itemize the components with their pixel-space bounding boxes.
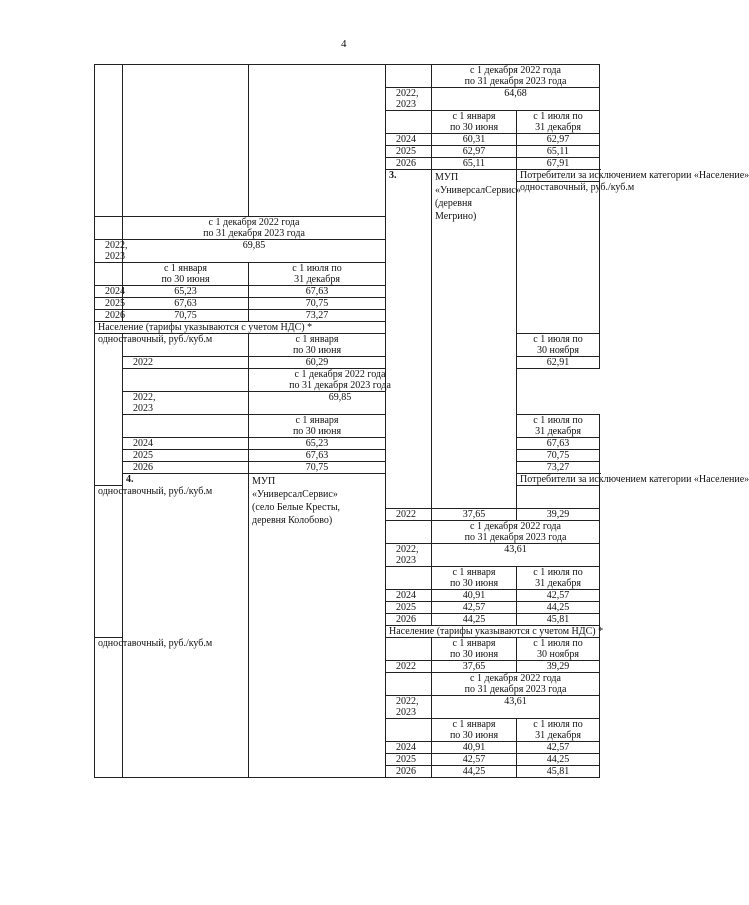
tariff-value (517, 134, 600, 146)
cell-text: 73,27 (546, 462, 570, 473)
cell-text: 2024 (396, 134, 416, 145)
cell-text: 37,65 (462, 661, 486, 672)
consumer-category (517, 474, 749, 486)
tariff-value (123, 286, 249, 298)
cell-text: 44,25 (546, 602, 570, 613)
cell-text: 2023 (396, 99, 416, 110)
section-number (123, 474, 249, 778)
table-row (95, 474, 600, 486)
year-cell (386, 696, 432, 719)
period-header (517, 567, 600, 590)
cell-text: 65,23 (174, 286, 197, 297)
organization-name (432, 170, 521, 509)
cell-text: с 1 декабря 2022 года (470, 673, 561, 684)
page-number: 4 (341, 38, 347, 50)
tariff-value (517, 438, 600, 450)
period-header (517, 111, 600, 134)
tariff-value (517, 357, 600, 369)
period-header (249, 415, 386, 438)
cell-text: 31 декабря (535, 730, 581, 741)
tariff-value (517, 766, 600, 778)
cell-text: 62,97 (546, 134, 570, 145)
year-cell (386, 521, 432, 544)
cell-text: 2023 (396, 707, 416, 718)
year-cell (123, 462, 249, 474)
org-cell (123, 65, 249, 217)
table-row (95, 357, 600, 369)
year-cell (123, 357, 249, 369)
cell-text: 45,81 (546, 614, 570, 625)
cell-text: 70,75 (305, 462, 329, 473)
cell-text: (деревня Мегрино) (435, 198, 477, 222)
cell-text: одноставочный, руб./куб.м (98, 638, 213, 649)
cell-text: 40,91 (462, 742, 486, 753)
year-cell (386, 754, 432, 766)
year-cell (123, 369, 249, 392)
tariff-value (432, 661, 517, 673)
tariff-value (432, 590, 517, 602)
tariff-cell (249, 65, 386, 217)
cell-text: 64,68 (504, 88, 527, 99)
tariff-value (432, 146, 517, 158)
tariff-table (94, 64, 749, 778)
year-cell (517, 486, 600, 509)
cell-text: 70,75 (546, 450, 570, 461)
period-header (249, 334, 386, 357)
cell-text: с 1 января (452, 111, 496, 122)
year-cell (386, 614, 432, 626)
tariff-value (249, 286, 386, 298)
tariff-value (432, 602, 517, 614)
table-row (95, 415, 600, 438)
cell-text: с 1 января (452, 638, 496, 649)
tariff-value (432, 696, 600, 719)
year-cell (386, 673, 432, 696)
cell-text: по 30 июня (161, 274, 210, 285)
period-range (249, 369, 432, 392)
tariff-value (432, 134, 517, 146)
period-header (517, 415, 600, 438)
cell-text: с 1 января (452, 719, 496, 730)
cell-text: МУП (435, 172, 459, 183)
year-cell (386, 567, 432, 590)
cell-text: по 31 декабря 2023 года (464, 532, 567, 543)
year-cell (123, 392, 249, 415)
year-cell (386, 544, 432, 567)
period-header (432, 638, 517, 661)
tariff-value (249, 392, 432, 415)
period-range (432, 521, 600, 544)
cell-text: 2025 (396, 754, 416, 765)
cell-text: 2022, (396, 544, 419, 555)
cell-text: с 1 июля по (533, 567, 583, 578)
table-row (95, 369, 600, 392)
tariff-value (517, 661, 600, 673)
cell-text: 2026 (396, 766, 416, 777)
year-cell (95, 298, 123, 310)
cell-text: 2024 (396, 742, 416, 753)
tariff-value (432, 766, 517, 778)
tariff-type (517, 182, 635, 334)
number-cell (95, 65, 123, 217)
cell-text: 73,27 (305, 310, 329, 321)
cell-text: 65,11 (462, 158, 486, 169)
tariff-value (432, 614, 517, 626)
year-cell (386, 602, 432, 614)
tariff-value (123, 240, 386, 263)
tariff-value (249, 438, 386, 450)
cell-text: 40,91 (462, 590, 486, 601)
tariff-value (249, 462, 386, 474)
table-row (95, 438, 600, 450)
tariff-value (517, 509, 600, 521)
consumer-category (386, 626, 604, 638)
tariff-value (517, 146, 600, 158)
cell-text: 2022, (105, 240, 128, 251)
year-cell (95, 263, 123, 286)
period-header (517, 719, 600, 742)
cell-text: 2025 (133, 450, 153, 461)
cell-text: 39,29 (546, 661, 570, 672)
cell-text: 42,57 (546, 742, 570, 753)
tariff-type (95, 638, 213, 778)
cell-text: 60,31 (462, 134, 486, 145)
cell-text: 2026 (396, 158, 416, 169)
tariff-value (517, 590, 600, 602)
cell-text: 4. (126, 474, 134, 485)
cell-text: 2026 (396, 614, 416, 625)
cell-text: Население (тарифы указываются с учетом НДС) * (98, 322, 313, 333)
year-cell (386, 509, 432, 521)
cell-text: 44,25 (462, 614, 486, 625)
cell-text: с 1 июля по (533, 334, 583, 345)
cell-text: 30 ноября (537, 345, 579, 356)
cell-text: 2026 (133, 462, 153, 473)
cell-text: (село Белые Кресты, (252, 502, 341, 513)
cell-text: с 1 июля по (292, 263, 342, 274)
cell-text: с 1 января (295, 334, 339, 345)
tariff-value (432, 509, 517, 521)
tariff-value (432, 88, 600, 111)
cell-text: по 31 декабря 2023 года (464, 684, 567, 695)
cell-text: с 1 января (452, 567, 496, 578)
cell-text: 62,91 (546, 357, 570, 368)
year-cell (95, 217, 123, 240)
tariff-type (95, 486, 213, 638)
cell-text: по 30 июня (449, 649, 499, 660)
tariff-value (517, 158, 600, 170)
cell-text: с 1 декабря 2022 года (470, 521, 561, 532)
cell-text: 2025 (396, 602, 416, 613)
tariff-value (249, 450, 386, 462)
cell-text: 2024 (105, 286, 125, 297)
tariff-value (432, 544, 600, 567)
tariff-value (249, 298, 386, 310)
cell-text: с 1 декабря 2022 года (208, 217, 300, 228)
period-header (432, 111, 517, 134)
tariff-value (517, 462, 600, 474)
cell-text: 65,11 (546, 146, 570, 157)
cell-text: 42,57 (546, 590, 570, 601)
tariff-value (249, 357, 386, 369)
year-cell (95, 286, 123, 298)
cell-text: с 1 июля по (533, 111, 583, 122)
year-cell (386, 146, 432, 158)
cell-text: МУП (252, 476, 276, 487)
cell-text: с 1 января (163, 263, 208, 274)
cell-text: Потребители за исключением категории «Население» (520, 474, 749, 485)
cell-text: по 30 июня (449, 122, 499, 133)
cell-text: 2024 (396, 590, 416, 601)
cell-text: 42,57 (462, 754, 486, 765)
table-row (95, 334, 600, 357)
year-cell (123, 450, 249, 462)
cell-text: «УниверсалСервис» (252, 489, 338, 500)
cell-text: 2022 (133, 357, 153, 368)
cell-text: 2025 (396, 146, 416, 157)
year-cell (123, 438, 249, 450)
period-range (432, 673, 600, 696)
cell-text: 44,25 (462, 766, 486, 777)
cell-text: 70,75 (174, 310, 197, 321)
cell-text: 31 декабря (535, 578, 581, 589)
cell-text: по 31 декабря 2023 года (464, 76, 567, 87)
cell-text: 2023 (396, 555, 416, 566)
cell-text: 2022, (133, 392, 156, 403)
period-header (432, 567, 517, 590)
cell-text: 31 декабря (294, 274, 340, 285)
tariff-value (432, 754, 517, 766)
cell-text: 39,29 (546, 509, 570, 520)
cell-text: 2022 (396, 509, 416, 520)
consumer-category (95, 322, 432, 334)
cell-text: с 1 января (295, 415, 339, 426)
year-cell (123, 415, 249, 438)
cell-text: 2024 (133, 438, 153, 449)
cell-text: с 1 июля по (533, 415, 583, 426)
consumer-category (517, 170, 749, 182)
cell-text: одноставочный, руб./куб.м (98, 486, 213, 497)
section-number (386, 170, 432, 509)
year-cell (386, 661, 432, 673)
cell-text: 3. (389, 170, 397, 181)
year-cell (386, 719, 432, 742)
cell-text: с 1 июля по (533, 719, 583, 730)
tariff-value (249, 310, 386, 322)
year-cell (386, 590, 432, 602)
cell-text: по 30 июня (292, 426, 342, 437)
period-header (517, 638, 600, 661)
cell-text: 2023 (105, 251, 125, 262)
cell-text: по 30 июня (449, 730, 499, 741)
cell-text: Население (тарифы указываются с учетом НДС) * (389, 626, 604, 637)
table-row (95, 450, 600, 462)
period-header (432, 719, 517, 742)
cell-text: 70,75 (305, 298, 329, 309)
tariff-value (517, 742, 600, 754)
cell-text: 67,91 (546, 158, 570, 169)
tariff-value (517, 602, 600, 614)
cell-text: 42,57 (462, 602, 486, 613)
cell-text: 44,25 (546, 754, 570, 765)
year-cell (386, 134, 432, 146)
year-cell (386, 65, 432, 88)
cell-text: одноставочный, руб./куб.м (98, 334, 213, 345)
tariff-value (517, 450, 600, 462)
year-cell (386, 766, 432, 778)
tariff-value (432, 742, 517, 754)
cell-text: 2022, (396, 88, 419, 99)
cell-text: 67,63 (305, 286, 329, 297)
year-cell (386, 158, 432, 170)
year-cell (386, 742, 432, 754)
cell-text: 43,61 (504, 696, 527, 707)
period-range (432, 65, 600, 88)
year-cell (386, 111, 432, 134)
cell-text: 2025 (105, 298, 125, 309)
tariff-value (123, 298, 249, 310)
cell-text: 31 декабря (535, 426, 581, 437)
cell-text: 69,85 (328, 392, 352, 403)
cell-text: 69,85 (242, 240, 266, 251)
tariff-value (517, 754, 600, 766)
cell-text: 2023 (133, 403, 153, 414)
cell-text: 30 ноября (537, 649, 579, 660)
period-header (123, 263, 249, 286)
tariff-value (432, 158, 517, 170)
cell-text: одноставочный, руб./куб.м (520, 182, 635, 193)
cell-text: по 30 июня (449, 578, 499, 589)
cell-text: 37,65 (462, 509, 486, 520)
cell-text: с 1 июля по (533, 638, 583, 649)
tariff-value (517, 614, 600, 626)
cell-text: 45,81 (546, 766, 570, 777)
period-header (249, 263, 386, 286)
cell-text: 67,63 (305, 450, 329, 461)
cell-text: 60,29 (305, 357, 329, 368)
cell-text: по 30 июня (292, 345, 342, 356)
period-header (517, 334, 600, 357)
table-row (95, 462, 600, 474)
period-range (123, 217, 386, 240)
cell-text: 2022, (396, 696, 419, 707)
cell-text: «УниверсалСервис» (435, 185, 521, 196)
year-cell (95, 240, 128, 263)
cell-text: 67,63 (174, 298, 197, 309)
year-cell (386, 638, 432, 661)
cell-text: с 1 декабря 2022 года (470, 65, 561, 76)
cell-text: Потребители за исключением категории «Население» (520, 170, 749, 181)
cell-text: 65,23 (305, 438, 329, 449)
cell-text: 67,63 (546, 438, 570, 449)
cell-text: по 31 декабря 2023 года (203, 228, 305, 239)
cell-text: 2026 (105, 310, 125, 321)
cell-text: 43,61 (504, 544, 527, 555)
organization-name (249, 474, 386, 778)
cell-text: деревня Колобово) (252, 515, 333, 526)
cell-text: 31 декабря (535, 122, 581, 133)
year-cell (95, 310, 123, 322)
cell-text: по 31 декабря 2023 года (289, 380, 391, 391)
cell-text: с 1 декабря 2022 года (294, 369, 386, 380)
tariff-value (123, 310, 249, 322)
table-row (95, 65, 600, 88)
table-row (95, 392, 600, 415)
year-cell (386, 88, 432, 111)
cell-text: 62,97 (462, 146, 486, 157)
cell-text: 2022 (396, 661, 416, 672)
